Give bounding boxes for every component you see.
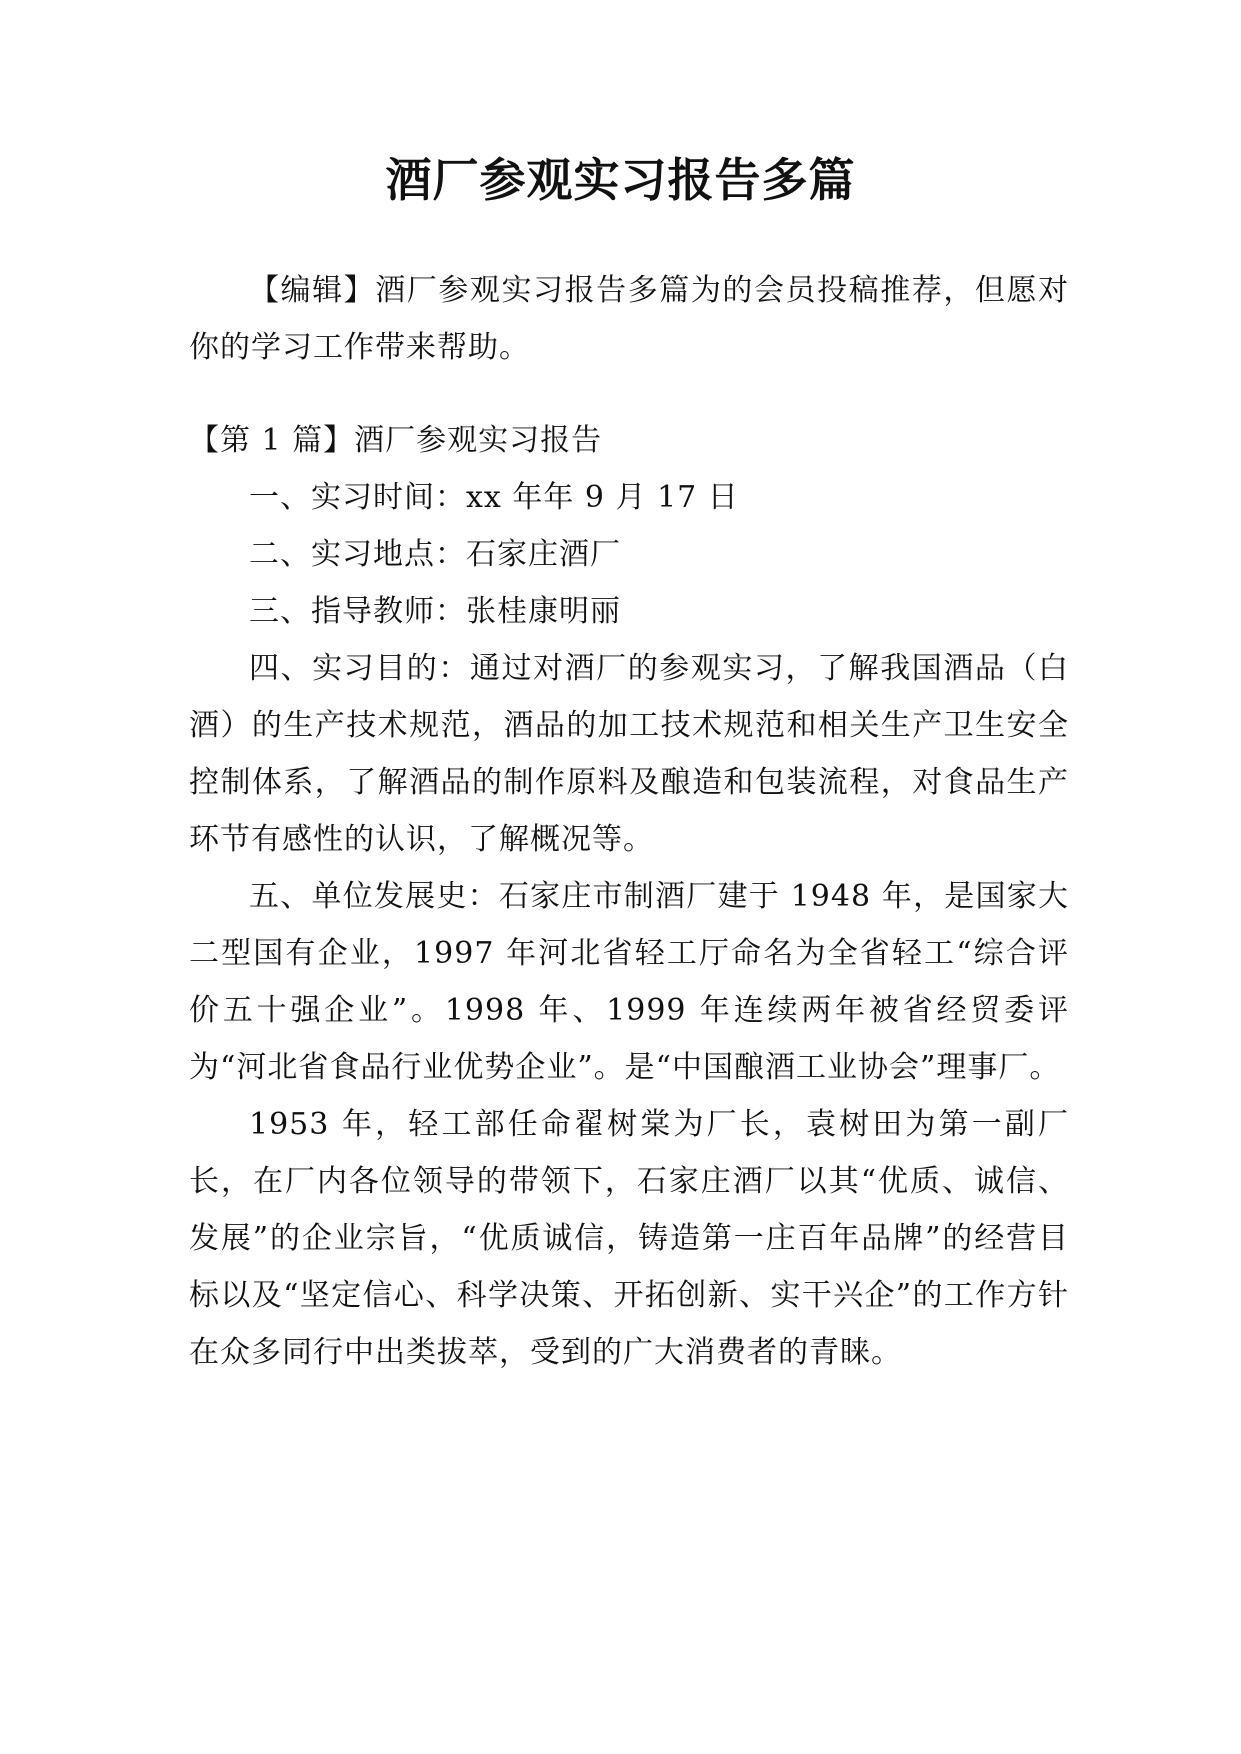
document-title: 酒厂参观实习报告多篇 [385,153,856,207]
intro-block [189,262,1069,376]
item-history: 五、单位发展史：石家庄市制酒厂建于 1948 年，是国家大二型国有企业，1997 年河北省轻工厅命名为全省轻工“综合评价五十强企业”。1998 年、1999 年连续两年被省经贸委评为“河北省食品行业优势企业”。是“中国酿酒工业协会”理事厂。 [189,879,1069,1085]
intro-paragraph: 【编辑】酒厂参观实习报告多篇为的会员投稿推荐，但愿对你的学习工作带来帮助。 [189,273,1069,365]
section-block [189,412,1069,1381]
item-purpose: 四、实习目的：通过对酒厂的参观实习，了解我国酒品（白酒）的生产技术规范，酒品的加工技术规范和相关生产卫生安全控制体系，了解酒品的制作原料及酿造和包装流程，对食品生产环节有感性的认识，了解概况等。 [189,651,1069,857]
section-heading: 【第 1 篇】酒厂参观实习报告 [189,423,603,458]
item-time: 一、实习时间：xx 年年 9 月 17 日 [249,480,739,515]
item-location: 二、实习地点：石家庄酒厂 [249,537,621,572]
item-history-1953: 1953 年，轻工部任命翟树棠为厂长，袁树田为第一副厂长，在厂内各位领导的带领下，石家庄酒厂以其“优质、诚信、发展”的企业宗旨，“优质诚信，铸造第一庄百年品牌”的经营目标以及“坚定信心、科学决策、开拓创新、实干兴企”的工作方针在众多同行中出类拔萃，受到的广大消费者的青睐。 [189,1107,1069,1370]
item-teacher: 三、指导教师：张桂康明丽 [249,594,621,629]
